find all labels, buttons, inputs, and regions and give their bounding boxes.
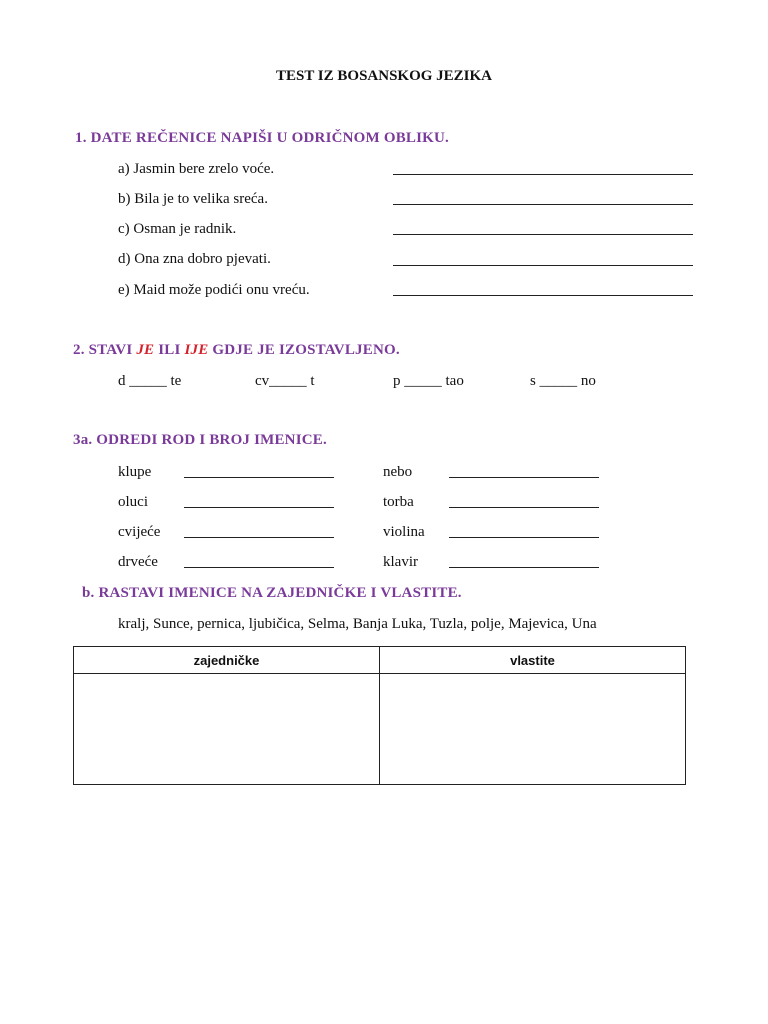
fill-word-1[interactable]: d _____ te bbox=[118, 373, 182, 389]
fill-word-3[interactable]: p _____ tao bbox=[393, 373, 464, 389]
noun-right-3: violina bbox=[383, 524, 425, 540]
section2-pre: 2. STAVI bbox=[73, 342, 137, 358]
page-title: TEST IZ BOSANSKOG JEZIKA bbox=[275, 68, 493, 84]
noun-right-4: klavir bbox=[383, 554, 418, 570]
section3b-heading: b. RASTAVI IMENICE NA ZAJEDNIČKE I VLASTITE. bbox=[82, 585, 462, 601]
noun-line-left-2[interactable] bbox=[184, 507, 334, 508]
section2-mid: ILI bbox=[154, 342, 185, 358]
noun-list: kralj, Sunce, pernica, ljubičica, Selma, Banja Luka, Tuzla, polje, Majevica, Una bbox=[118, 616, 597, 632]
sentence-b: b) Bila je to velika sreća. bbox=[118, 191, 268, 207]
answer-line-d[interactable] bbox=[393, 265, 693, 266]
noun-line-right-3[interactable] bbox=[449, 537, 599, 538]
noun-line-right-1[interactable] bbox=[449, 477, 599, 478]
noun-right-2: torba bbox=[383, 494, 414, 510]
section1-heading bbox=[75, 130, 449, 147]
noun-line-right-2[interactable] bbox=[449, 507, 599, 508]
noun-line-left-3[interactable] bbox=[184, 537, 334, 538]
sentence-c: c) Osman je radnik. bbox=[118, 221, 237, 237]
noun-left-4: drveće bbox=[118, 554, 158, 570]
sorting-table bbox=[73, 646, 686, 785]
answer-line-e[interactable] bbox=[393, 295, 693, 296]
noun-right-1: nebo bbox=[383, 464, 413, 480]
header-zajednicke: zajedničke bbox=[74, 647, 380, 674]
answer-line-c[interactable] bbox=[393, 234, 693, 235]
cell-vlastite[interactable] bbox=[380, 674, 686, 785]
section2-heading bbox=[73, 342, 400, 359]
noun-line-right-4[interactable] bbox=[449, 567, 599, 568]
noun-line-left-4[interactable] bbox=[184, 567, 334, 568]
sentence-e: e) Maid može podići onu vreću. bbox=[118, 282, 310, 298]
ije-highlight: IJE bbox=[184, 342, 209, 358]
noun-left-1: klupe bbox=[118, 464, 152, 480]
fill-word-2[interactable]: cv_____ t bbox=[255, 373, 315, 389]
header-vlastite: vlastite bbox=[380, 647, 686, 674]
fill-word-4[interactable]: s _____ no bbox=[530, 373, 596, 389]
section1-title: DATE REČENICE NAPIŠI U ODRIČNOM OBLIKU. bbox=[90, 130, 450, 146]
noun-left-3: cvijeće bbox=[118, 524, 161, 540]
sentence-d: d) Ona zna dobro pjevati. bbox=[118, 251, 271, 267]
answer-line-a[interactable] bbox=[393, 174, 693, 175]
section2-post: GDJE JE IZOSTAVLJENO. bbox=[208, 342, 400, 358]
noun-line-left-1[interactable] bbox=[184, 477, 334, 478]
section1-number: 1. bbox=[75, 130, 87, 146]
noun-left-2: oluci bbox=[118, 494, 148, 510]
sentence-a: a) Jasmin bere zrelo voće. bbox=[118, 161, 275, 177]
answer-line-b[interactable] bbox=[393, 204, 693, 205]
cell-zajednicke[interactable] bbox=[74, 674, 380, 785]
section3a-heading: 3a. ODREDI ROD I BROJ IMENICE. bbox=[73, 432, 327, 448]
je-highlight: JE bbox=[136, 342, 155, 358]
